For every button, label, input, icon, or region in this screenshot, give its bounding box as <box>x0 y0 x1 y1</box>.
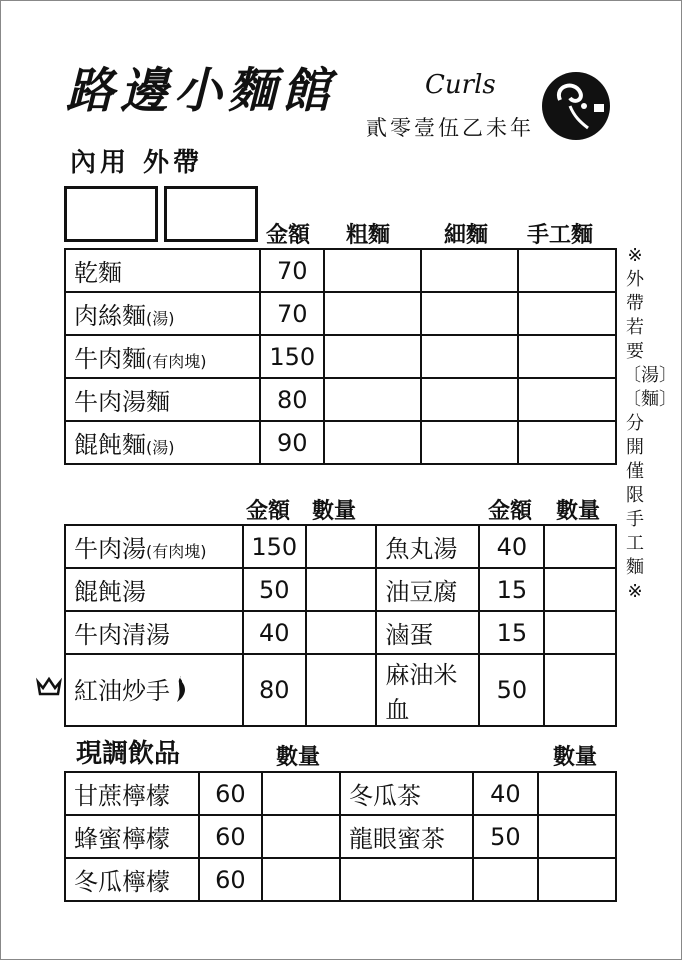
qty-cell[interactable] <box>262 772 340 815</box>
qty-thin-cell[interactable] <box>421 335 519 378</box>
table-row <box>65 772 616 815</box>
item-name: 牛肉麵(有肉塊) <box>65 335 260 378</box>
qty-thick-cell[interactable] <box>324 249 421 292</box>
table-row <box>65 611 616 654</box>
qty-cell[interactable] <box>306 568 377 611</box>
item-price: 70 <box>260 249 324 292</box>
qty-thin-cell[interactable] <box>421 378 519 421</box>
table-row <box>65 568 616 611</box>
qty-cell[interactable] <box>262 858 340 901</box>
item-name: 滷蛋 <box>376 611 479 654</box>
qty-cell[interactable] <box>538 772 616 815</box>
item-price: 150 <box>243 525 306 568</box>
item-name: 麻油米血 <box>376 654 479 726</box>
item-price: 50 <box>473 815 539 858</box>
item-price: 40 <box>479 525 544 568</box>
dine-in-checkbox[interactable] <box>64 186 158 242</box>
noodle-table <box>64 248 617 465</box>
table-row <box>65 292 616 335</box>
item-price: 70 <box>260 292 324 335</box>
item-price: 90 <box>260 421 324 464</box>
drink-left-col-qty: 數量 <box>276 745 321 770</box>
item-price: 15 <box>479 568 544 611</box>
qty-thick-cell[interactable] <box>324 292 421 335</box>
qty-thick-cell[interactable] <box>324 421 421 464</box>
year-text: 貳零壹伍乙未年 <box>366 116 534 140</box>
table-row <box>65 815 616 858</box>
takeout-checkbox[interactable] <box>164 186 258 242</box>
item-name: 餛飩湯 <box>65 568 243 611</box>
item-price: 40 <box>473 772 539 815</box>
crown-icon <box>36 676 62 700</box>
qty-handmade-cell[interactable] <box>518 335 616 378</box>
noodle-col-thick: 粗麵 <box>346 223 391 248</box>
drink-table <box>64 771 617 902</box>
table-row <box>65 249 616 292</box>
ram-head-logo-icon <box>540 70 612 142</box>
qty-thin-cell[interactable] <box>421 421 519 464</box>
qty-cell[interactable] <box>544 654 616 726</box>
item-name: 魚丸湯 <box>376 525 479 568</box>
item-price <box>473 858 539 901</box>
noodle-col-handmade: 手工麵 <box>527 223 594 248</box>
item-name: 乾麵 <box>65 249 260 292</box>
qty-handmade-cell[interactable] <box>518 249 616 292</box>
qty-cell[interactable] <box>306 654 377 726</box>
qty-cell[interactable] <box>544 568 616 611</box>
item-price: 60 <box>199 815 263 858</box>
item-price: 40 <box>243 611 306 654</box>
table-row <box>65 335 616 378</box>
qty-cell[interactable] <box>306 525 377 568</box>
item-name <box>340 858 473 901</box>
qty-thick-cell[interactable] <box>324 335 421 378</box>
item-price: 15 <box>479 611 544 654</box>
soup-left-col-qty: 數量 <box>312 499 357 524</box>
table-row <box>65 378 616 421</box>
item-name: 紅油炒手 <box>65 654 243 726</box>
item-name: 牛肉清湯 <box>65 611 243 654</box>
qty-cell[interactable] <box>544 611 616 654</box>
item-name: 冬瓜檸檬 <box>65 858 199 901</box>
soup-right-col-price: 金額 <box>488 499 533 524</box>
qty-cell[interactable] <box>306 611 377 654</box>
item-name: 肉絲麵(湯) <box>65 292 260 335</box>
noodle-col-thin: 細麵 <box>444 223 489 248</box>
qty-thick-cell[interactable] <box>324 378 421 421</box>
item-name: 餛飩麵(湯) <box>65 421 260 464</box>
brand-english: Curls <box>425 70 496 100</box>
brand-title: 路邊小麵館 <box>66 63 337 119</box>
qty-handmade-cell[interactable] <box>518 378 616 421</box>
dine-takeout-heading: 內用 外帶 <box>70 148 204 178</box>
table-row <box>65 858 616 901</box>
chili-pepper-icon <box>174 674 188 710</box>
soup-table <box>64 524 617 727</box>
item-name: 甘蔗檸檬 <box>65 772 199 815</box>
item-price: 60 <box>199 858 263 901</box>
item-price: 150 <box>260 335 324 378</box>
drinks-heading: 現調飲品 <box>76 739 181 769</box>
item-name: 蜂蜜檸檬 <box>65 815 199 858</box>
soup-right-col-qty: 數量 <box>556 499 601 524</box>
noodle-col-price: 金額 <box>266 223 311 248</box>
item-price: 80 <box>243 654 306 726</box>
table-row <box>65 654 616 726</box>
qty-handmade-cell[interactable] <box>518 421 616 464</box>
item-price: 80 <box>260 378 324 421</box>
item-name: 冬瓜茶 <box>340 772 473 815</box>
soup-left-col-price: 金額 <box>246 499 291 524</box>
item-name: 牛肉湯(有肉塊) <box>65 525 243 568</box>
qty-cell[interactable] <box>544 525 616 568</box>
item-price: 50 <box>479 654 544 726</box>
qty-thin-cell[interactable] <box>421 292 519 335</box>
table-row <box>65 421 616 464</box>
takeout-side-note: ※外帶若要〔湯〕〔麵〕分開僅限手工麵※ <box>623 245 677 602</box>
qty-thin-cell[interactable] <box>421 249 519 292</box>
item-name: 油豆腐 <box>376 568 479 611</box>
item-price: 50 <box>243 568 306 611</box>
item-name: 牛肉湯麵 <box>65 378 260 421</box>
item-price: 60 <box>199 772 263 815</box>
qty-cell[interactable] <box>538 815 616 858</box>
drink-right-col-qty: 數量 <box>553 745 598 770</box>
qty-handmade-cell[interactable] <box>518 292 616 335</box>
item-name: 龍眼蜜茶 <box>340 815 473 858</box>
qty-cell[interactable] <box>538 858 616 901</box>
table-row <box>65 525 616 568</box>
qty-cell[interactable] <box>262 815 340 858</box>
